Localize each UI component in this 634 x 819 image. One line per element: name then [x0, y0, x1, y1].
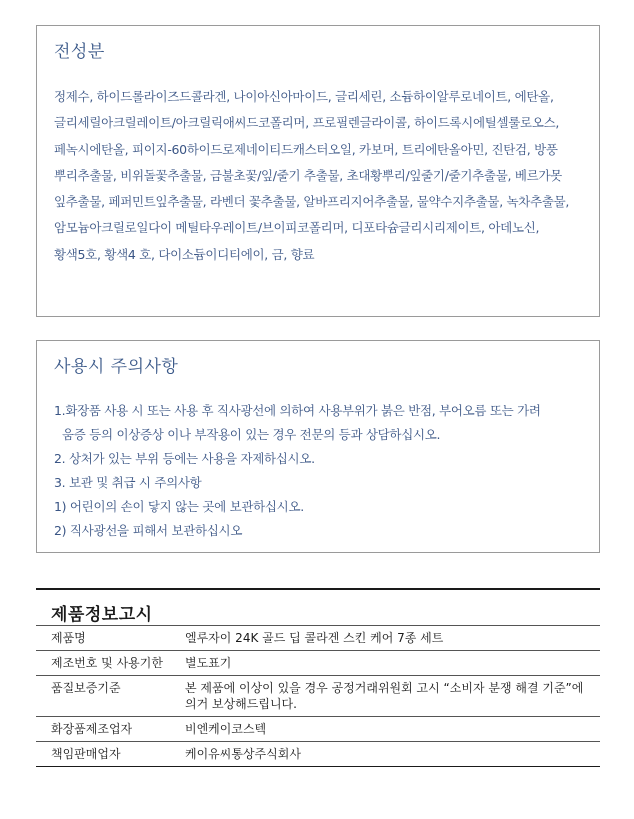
row-label: 제품명: [51, 631, 86, 645]
product-info-table: [36, 625, 600, 767]
product-info-title: 제품정보고시: [51, 605, 153, 625]
ingredients-box: [36, 25, 600, 317]
row-label: 책임판매업자: [51, 747, 121, 761]
ingredients-title: 전성분: [54, 42, 105, 62]
ingredients-line: 글리세릴아크릴레이트/아크릴릭애씨드코폴리머, 프로필렌글라이콜, 하이드록시에틸셀룰로오스,: [54, 115, 560, 131]
caution-item: 2) 직사광선을 피해서 보관하십시오: [54, 523, 243, 538]
caution-box: [36, 340, 600, 553]
caution-list: [54, 399, 591, 543]
ingredients-line: 황색5호, 황색4 호, 다이소듐이디티에이, 금, 향료: [54, 246, 315, 262]
row-value: 엘루자이 24K 골드 딥 콜라겐 스킨 케어 7종 세트: [185, 631, 444, 645]
row-value: 케이유씨통상주식회사: [185, 747, 301, 761]
ingredients-list: [54, 84, 589, 268]
table-row: [36, 651, 600, 676]
caution-item: 1.화장품 사용 시 또는 사용 후 직사광선에 의하여 사용부위가 붉은 반점, 부어오름 또는 가려: [54, 403, 541, 418]
table-row: [36, 717, 600, 742]
row-value: 본 제품에 이상이 있을 경우 공정거래위원회 고시 “소비자 분쟁 해결 기준”에 의거 보상해드립니다.: [185, 681, 584, 711]
product-info-section: [36, 588, 600, 767]
ingredients-line: 페녹시에탄올, 피이지-60하이드로제네이티드캐스터오일, 카보머, 트리에탄올아민, 진탄검, 방풍: [54, 141, 558, 157]
caution-item: 2. 상처가 있는 부위 등에는 사용을 자제하십시오.: [54, 451, 315, 466]
caution-title: 사용시 주의사항: [54, 357, 179, 377]
table-row: [36, 676, 600, 717]
row-label: 제조번호 및 사용기한: [51, 656, 163, 670]
ingredients-line: 정제수, 하이드롤라이즈드콜라겐, 나이아신아마이드, 글리세린, 소듐하이알루로네이트, 에탄올,: [54, 89, 554, 104]
caution-item: 움증 등의 이상증상 이나 부작용이 있는 경우 전문의 등과 상담하십시오.: [62, 427, 441, 442]
caution-item: 3. 보관 및 취급 시 주의사항: [54, 475, 202, 490]
ingredients-line: 뿌리추출물, 비위돌꽃추출물, 금불초꽃/잎/줄기 추출물, 초대황뿌리/잎줄기/줄기추출물, 베르가못: [54, 167, 562, 183]
row-value: 비엔케이코스텍: [185, 722, 267, 736]
row-value: 별도표기: [185, 656, 232, 670]
table-row: [36, 742, 600, 767]
caution-item: 1) 어린이의 손이 닿지 않는 곳에 보관하십시오.: [54, 499, 304, 514]
ingredients-line: 잎추출물, 페퍼민트잎추출물, 라벤더 꽃추출물, 알바프리지어추출물, 물약수지추출물, 녹차추출물,: [54, 194, 570, 210]
table-row: [36, 626, 600, 651]
row-label: 화장품제조업자: [51, 722, 133, 736]
ingredients-line: 암모늄아크릴로일다이 메틸타우레이트/브이피코폴리머, 디포타슘글리시리제이트, 아데노신,: [54, 220, 540, 236]
row-label: 품질보증기준: [51, 681, 121, 695]
